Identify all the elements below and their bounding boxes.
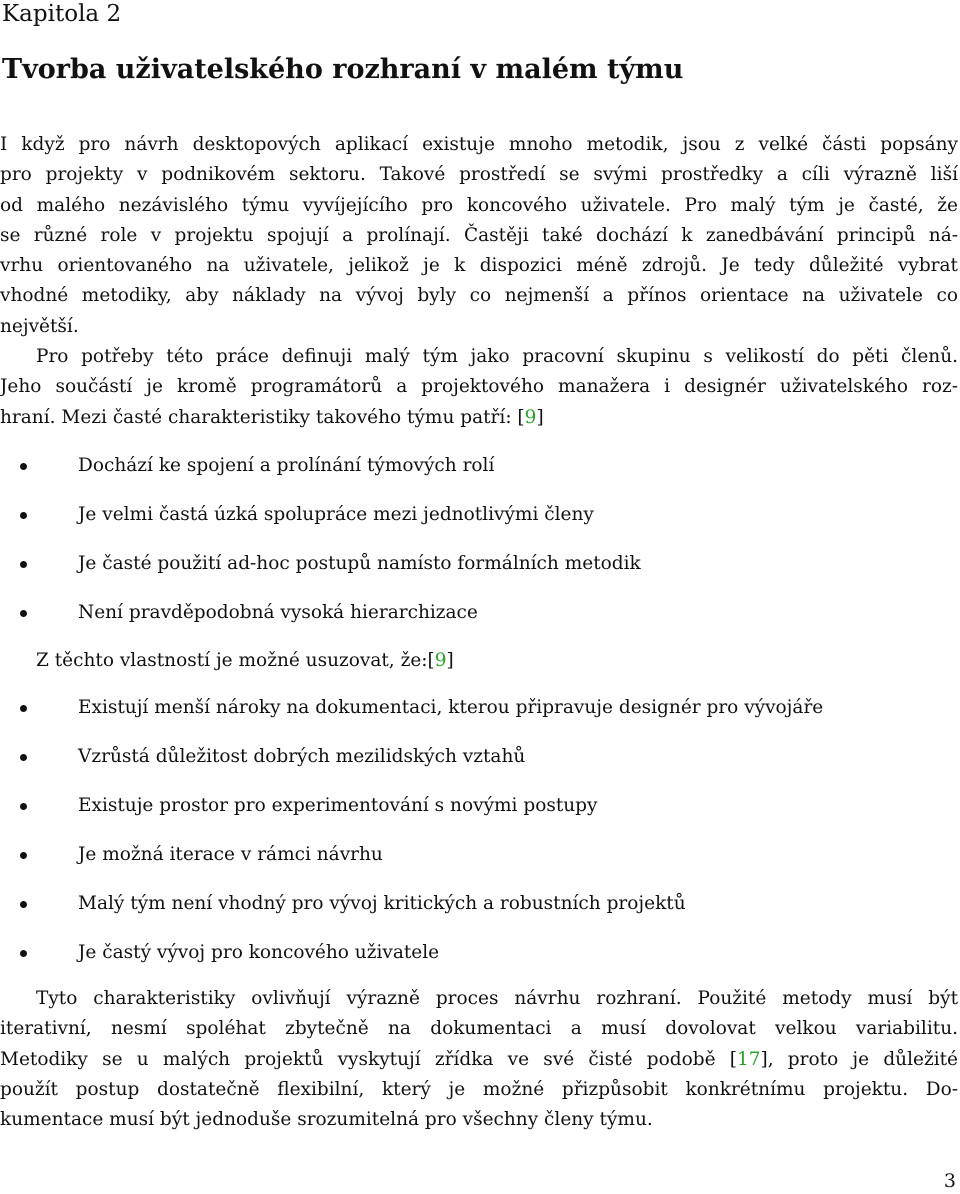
line-text: ] [446,650,454,671]
paragraph-line: pro projekty v podnikovém sektoru. Takové prostředí se svými prostředky a cíli výrazně liší [0,164,958,186]
list-item-text: Je možná iterace v rámci návrhu [78,844,383,865]
paragraph-line: Tyto charakteristiky ovlivňují výrazně proces návrhu rozhraní. Použité metody musí být [36,988,958,1009]
bullet-icon [20,803,27,810]
list-item-text: Dochází ke spojení a prolínání týmových rolí [78,455,495,476]
list-item-text: Je častý vývoj pro koncového uživatele [78,942,440,963]
list-item-text: Existují menší nároky na dokumentaci, kterou připravuje designér pro vývojáře [78,697,824,718]
list-item [0,451,940,500]
line-text: Metodiky se u malých projektů vyskytují zřídka ve své čisté podobě [ [0,1048,737,1070]
paragraph-line: použít postup dostatečně flexibilní, který je možné přizpůsobit konkrétnímu projektu. Do- [0,1078,958,1100]
line-text: Z těchto vlastností je možné usuzovat, že:[ [36,650,435,671]
paragraph-line [0,1045,958,1075]
paragraph-line: vrhu orientovaného na uživatele, jelikož je k dispozici méně zdrojů. Je tedy důležité vybrat [0,255,958,277]
list-item [0,742,940,791]
paragraph-line [0,403,958,433]
characteristics-list [0,451,940,647]
bullet-icon [20,705,27,712]
paragraph-line [0,646,958,676]
paragraph-line: kumentace musí být jednoduše srozumitelná pro všechny členy týmu. [0,1109,653,1131]
chapter-title: Tvorba uživatelského rozhraní v malém týmu [2,54,684,85]
paragraph-line: Jeho součástí je kromě programátorů a projektového manažera i designér uživatelského roz- [0,376,958,398]
paragraph-line: iterativní, nesmí spoléhat zbytečně na dokumentaci a musí dovolovat velkou variabilitu. [0,1018,958,1040]
chapter-label: Kapitola 2 [2,1,122,27]
bullet-icon [20,561,27,568]
list-item-text: Je velmi častá úzká spolupráce mezi jednotlivými členy [78,504,594,525]
bullet-icon [20,610,27,617]
paragraph-line: Pro potřeby této práce definuji malý tým jako pracovní skupinu s velikostí do pěti členů. [36,346,958,368]
list-item [0,889,940,938]
list-item [0,938,940,987]
conclusion-paragraph [0,984,958,1135]
list-item-text: Není pravděpodobná vysoká hierarchizace [78,602,478,623]
list-item-text: Existuje prostor pro experimentování s novými postupy [78,795,598,816]
citation-link[interactable]: 17 [736,1048,761,1070]
bullet-icon [20,852,27,859]
list-item-text: Vzrůstá důležitost dobrých mezilidských vztahů [78,746,526,767]
list-item-text: Je časté použití ad-hoc postupů namísto formálních metodik [78,553,641,574]
bullet-icon [20,754,27,761]
bullet-icon [20,950,27,957]
bullet-icon [20,512,27,519]
list-item [0,598,940,647]
inference-paragraph [0,646,958,676]
line-text: ] [536,406,544,428]
consequences-list [0,693,940,987]
line-text: ], proto je důležité [760,1048,958,1070]
list-item [0,500,940,549]
list-item [0,840,940,889]
list-item [0,791,940,840]
paragraph-line: I když pro návrh desktopových aplikací existuje mnoho metodik, jsou z velké části popsány [0,134,958,155]
citation-link[interactable]: 9 [524,406,537,428]
list-item-text: Malý tým není vhodný pro vývoj kritických a robustních projektů [78,893,686,914]
paragraph-line: největší. [0,315,79,337]
bullet-icon [20,901,27,908]
paragraph-line: se různé role v projektu spojují a prolínají. Častěji také dochází k zanedbávání principů ná- [0,224,958,246]
line-text: hraní. Mezi časté charakteristiky takového týmu patří: [ [0,406,525,428]
bullet-icon [20,463,27,470]
list-item [0,549,940,598]
list-item [0,693,940,742]
page-number: 3 [943,1170,956,1192]
citation-link[interactable]: 9 [434,650,447,671]
paragraph-line: vhodné metodiky, aby náklady na vývoj byly co nejmenší a přínos orientace na uživatele co [0,285,958,307]
intro-paragraph [0,130,958,433]
paragraph-line: od malého nezávislého týmu vyvíjejícího pro koncového uživatele. Pro malý tým je časté, že [0,194,958,216]
